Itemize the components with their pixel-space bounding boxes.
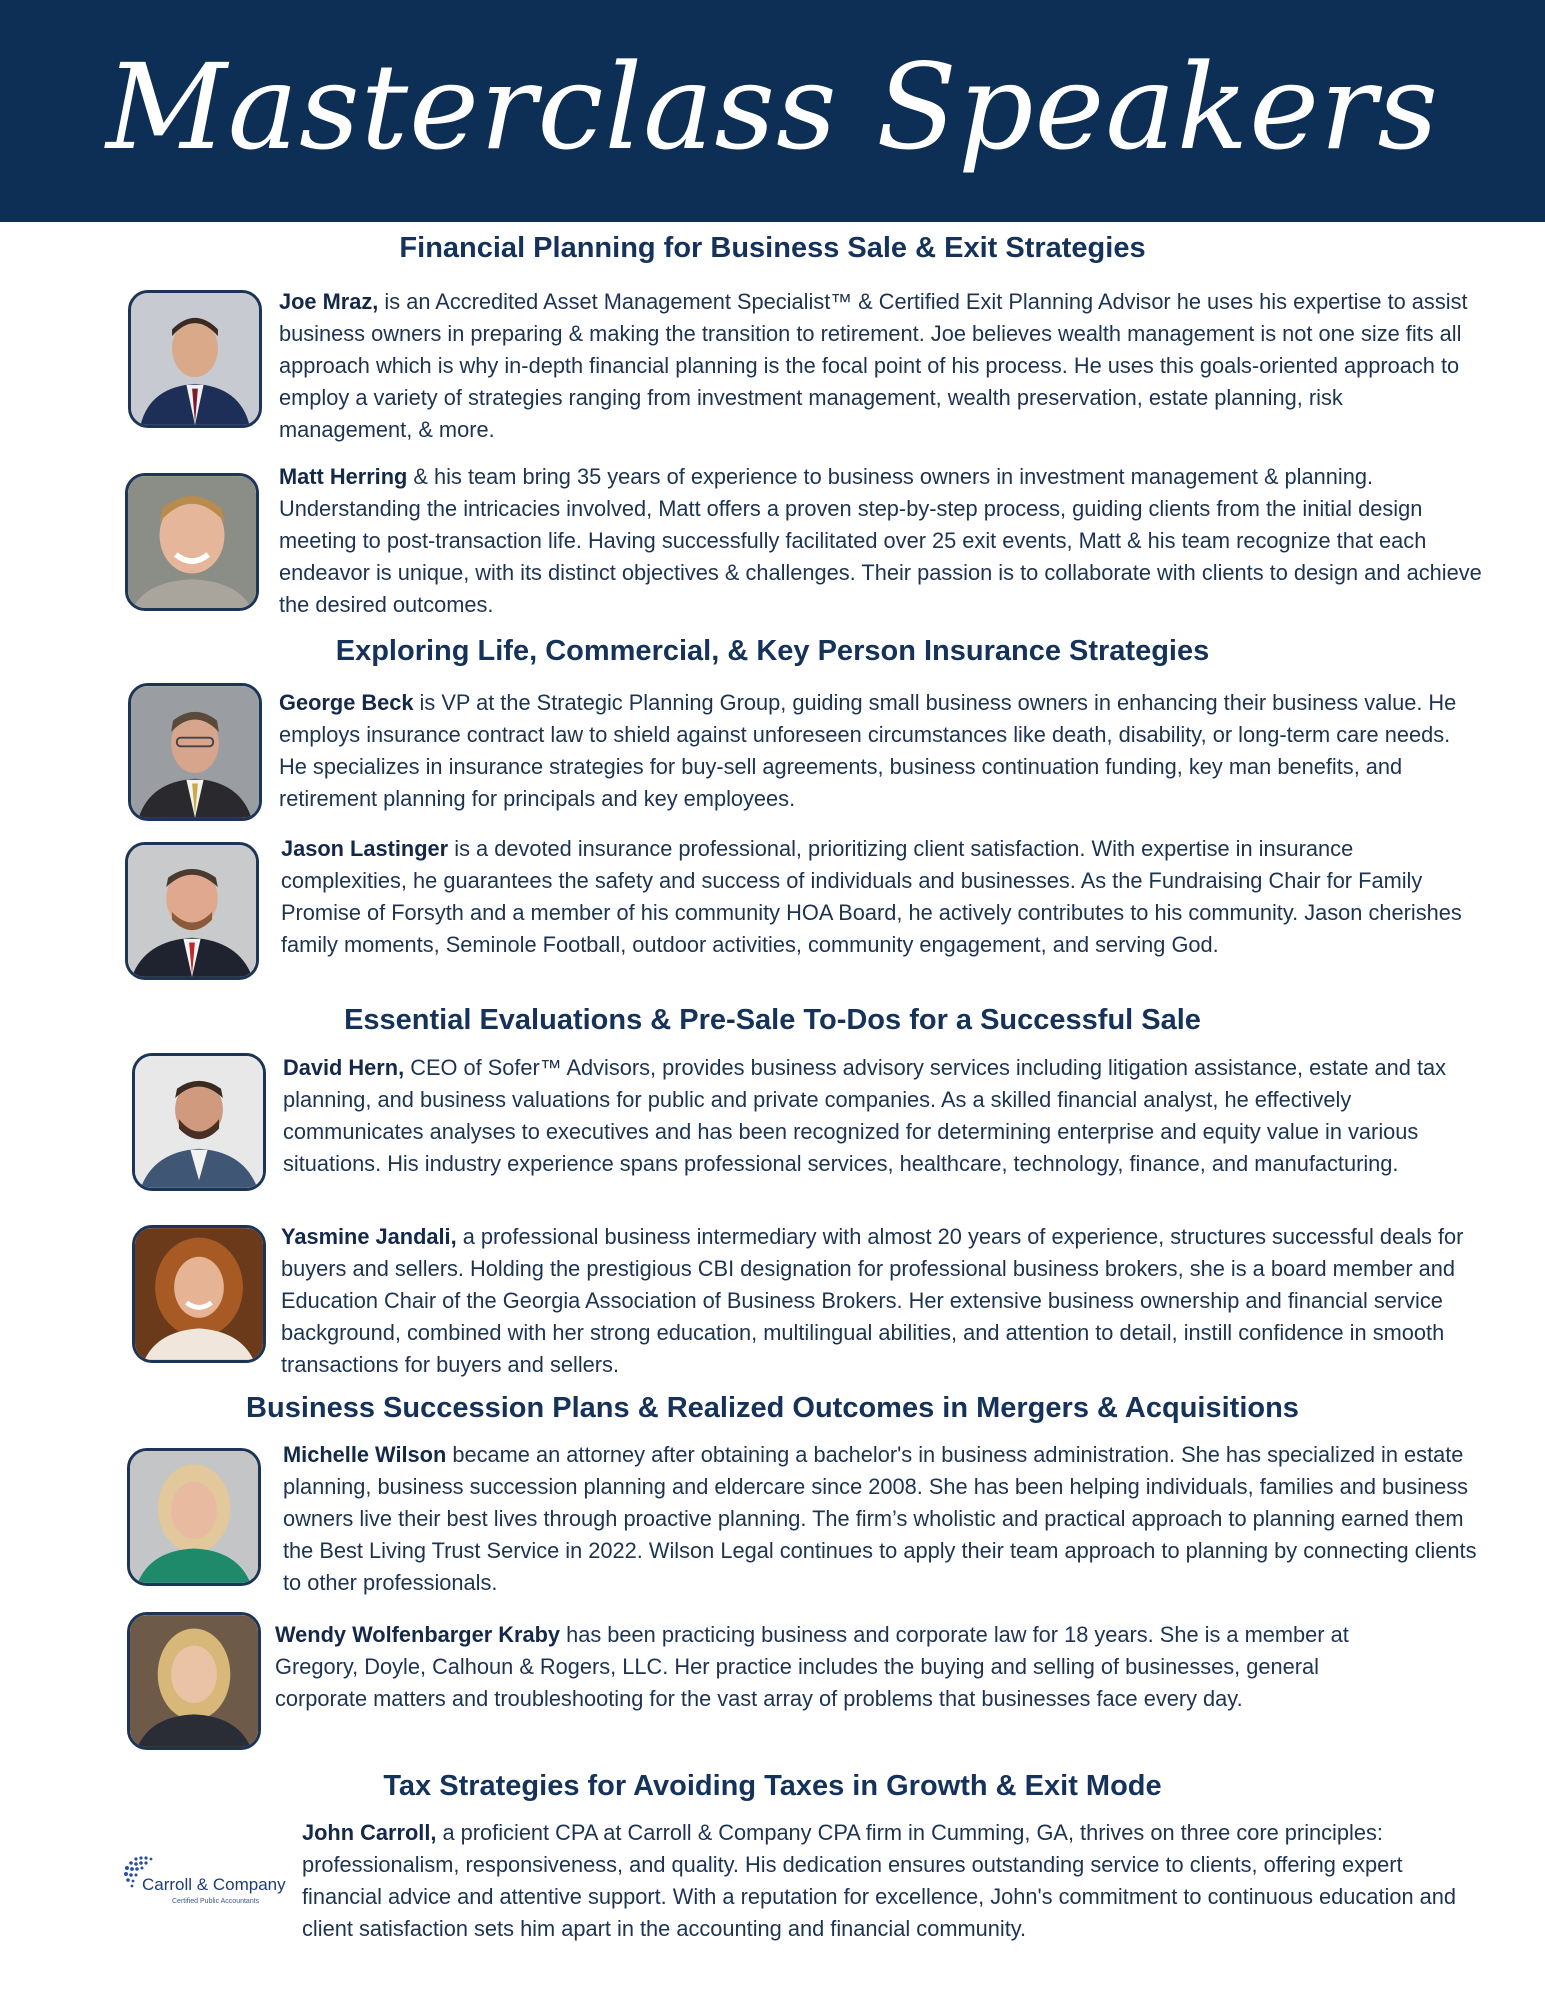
speaker-name: Jason Lastinger: [281, 836, 449, 861]
speaker-name: John Carroll,: [302, 1820, 437, 1845]
speaker-photo-george-beck: [128, 683, 262, 821]
section-title: Exploring Life, Commercial, & Key Person Insurance Strategies: [335, 635, 1210, 667]
speaker-bio-text: has been practicing business and corporate law for 18 years. She is a member at Gregory, Doyle, Calhoun & Rogers, LLC. Her practice includes the buying and selling of businesses, general corporate matters and troubleshooting for the vast array of problems that businesses face every day.: [275, 1622, 1349, 1711]
speaker-name: Wendy Wolfenbarger Kraby: [275, 1622, 561, 1647]
logo-name: Carroll & Company: [142, 1875, 286, 1894]
speaker-bio-text: is VP at the Strategic Planning Group, guiding small business owners in enhancing their business value. He employs insurance contract law to shield against unforeseen circumstances like death, disability, or long-term care needs. He specializes in insurance strategies for buy-sell agreements, business continuation funding, key man benefits, and retirement planning for principals and key employees.: [279, 690, 1457, 811]
speaker-bio-text: & his team bring 35 years of experience to business owners in investment management & planning. Understanding the intricacies involved, Matt offers a proven step-by-step process, guiding clients from the initial design meeting to post-transaction life. Having successfully facilitated over 25 exit events, Matt & his team recognize that each endeavor is unique, with its distinct objectives & challenges. Their passion is to collaborate with clients to design and achieve the desired outcomes.: [279, 464, 1482, 617]
header-banner: [0, 0, 1545, 222]
section-title: Tax Strategies for Avoiding Taxes in Growth & Exit Mode: [383, 1770, 1162, 1802]
speaker-bio-text: is an Accredited Asset Management Specialist™ & Certified Exit Planning Advisor he uses his expertise to assist business owners in preparing & making the transition to retirement. Joe believes wealth management is not one size fits all approach which is why in-depth financial planning is the focal point of his process. He uses this goals-oriented approach to employ a variety of strategies ranging from investment management, wealth preservation, estate planning, risk management, & more.: [279, 289, 1468, 442]
speaker-bio-john-carroll: [302, 1817, 1472, 1945]
section-title: Financial Planning for Business Sale & Exit Strategies: [399, 232, 1146, 264]
speaker-bio-jason-lastinger: [281, 833, 1481, 961]
logo-subtitle: Certified Public Accountants: [172, 1898, 260, 1905]
speaker-bio-text: is a devoted insurance professional, prioritizing client satisfaction. With expertise in insurance complexities, he guarantees the safety and success of individuals and businesses. As the Fundraising Chair for Family Promise of Forsyth and a member of his community HOA Board, he actively contributes to his community. Jason cherishes family moments, Seminole Football, outdoor activities, community engagement, and serving God.: [281, 836, 1462, 957]
speaker-name: David Hern,: [283, 1055, 405, 1080]
speaker-bio-wendy-wolfenbarger-kraby: [275, 1619, 1395, 1715]
page-title: Masterclass Speakers: [105, 38, 1440, 176]
speaker-photo-wendy-wolfenbarger-kraby: [127, 1612, 261, 1750]
speaker-photo-joe-mraz: [128, 290, 262, 428]
speaker-name: Yasmine Jandali,: [281, 1224, 457, 1249]
speaker-photo-yasmine-jandali: [132, 1225, 266, 1363]
speaker-photo-matt-herring: [125, 473, 259, 611]
speaker-bio-matt-herring: [279, 461, 1489, 621]
carroll-company-logo: [122, 1855, 294, 1915]
speaker-photo-jason-lastinger: [125, 842, 259, 980]
speaker-bio-yasmine-jandali: [281, 1221, 1481, 1381]
speaker-bio-george-beck: [279, 687, 1479, 815]
speaker-photo-david-hern: [132, 1053, 266, 1191]
speaker-name: Joe Mraz,: [279, 289, 379, 314]
section-title: Business Succession Plans & Realized Outcomes in Mergers & Acquisitions: [246, 1392, 1299, 1424]
speaker-bio-david-hern: [283, 1052, 1483, 1180]
speaker-name: George Beck: [279, 690, 414, 715]
speaker-name: Michelle Wilson: [283, 1442, 447, 1467]
speaker-bio-text: CEO of Sofer™ Advisors, provides business advisory services including litigation assistance, estate and tax planning, and business valuations for public and private companies. As a skilled financial analyst, he effectively communicates analyses to executives and has been recognized for determining enterprise and equity value in various situations. His industry experience spans professional services, healthcare, technology, finance, and manufacturing.: [283, 1055, 1447, 1176]
speaker-bio-text: a professional business intermediary with almost 20 years of experience, structures successful deals for buyers and sellers. Holding the prestigious CBI designation for professional business brokers, she is a board member and Education Chair of the Georgia Association of Business Brokers. Her extensive business ownership and financial service background, combined with her strong education, multilingual abilities, and attention to detail, instill confidence in smooth transactions for buyers and sellers.: [281, 1224, 1464, 1377]
speaker-photo-michelle-wilson: [127, 1448, 261, 1586]
speaker-bio-joe-mraz: [279, 286, 1479, 446]
speaker-bio-text: became an attorney after obtaining a bachelor's in business administration. She has specialized in estate planning, business succession planning and eldercare since 2008. She has been helping individuals, families and business owners live their best lives through proactive planning. The firm’s wholistic and practical approach to planning earned them the Best Living Trust Service in 2022. Wilson Legal continues to apply their team approach to planning by connecting clients to other professionals.: [283, 1442, 1477, 1595]
section-title: Essential Evaluations & Pre-Sale To-Dos for a Successful Sale: [344, 1004, 1201, 1036]
speaker-bio-michelle-wilson: [283, 1439, 1483, 1599]
speaker-bio-text: a proficient CPA at Carroll & Company CPA firm in Cumming, GA, thrives on three core principles: professionalism, responsiveness, and quality. His dedication ensures outstanding service to clients, offering expert financial advice and attentive support. With a reputation for excellence, John's commitment to continuous education and client satisfaction sets him apart in the accounting and financial community.: [302, 1820, 1457, 1941]
speaker-name: Matt Herring: [279, 464, 408, 489]
